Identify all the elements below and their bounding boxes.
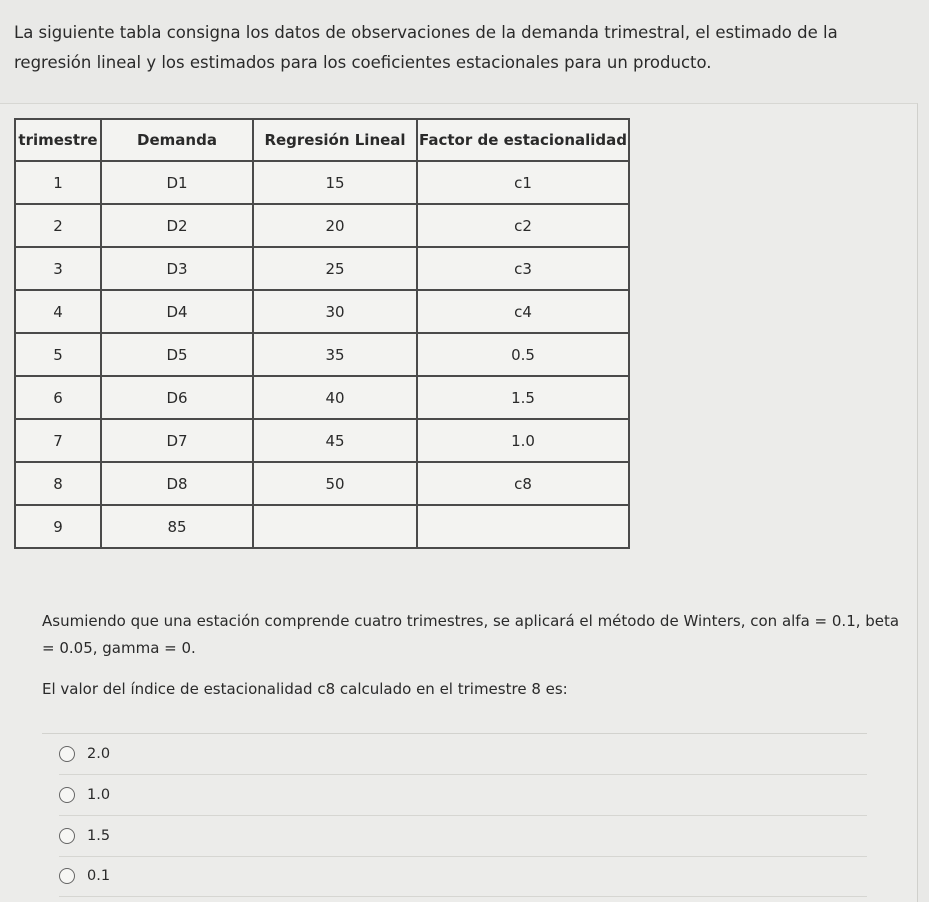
cell-regresion: 25 <box>253 247 417 290</box>
cell-regresion: 20 <box>253 204 417 247</box>
intro-text <box>14 18 920 78</box>
cell-trimestre: 7 <box>15 419 101 462</box>
cell-demanda: D8 <box>101 462 253 505</box>
cell-factor: c8 <box>417 462 629 505</box>
cell-regresion: 35 <box>253 333 417 376</box>
table-row <box>15 376 629 419</box>
cell-trimestre: 9 <box>15 505 101 548</box>
cell-trimestre: 6 <box>15 376 101 419</box>
option-1-0[interactable] <box>59 775 867 816</box>
cell-trimestre: 3 <box>15 247 101 290</box>
option-label: 1.0 <box>87 787 111 803</box>
table-row <box>15 505 629 548</box>
option-2-0[interactable] <box>59 734 867 775</box>
cell-demanda: D5 <box>101 333 253 376</box>
cell-factor: 0.5 <box>417 333 629 376</box>
radio-button[interactable] <box>59 868 75 884</box>
table-row <box>15 462 629 505</box>
cell-trimestre: 8 <box>15 462 101 505</box>
intro-line-1: La siguiente tabla consigna los datos de observaciones de la demanda trimestral, el estimado de la <box>14 23 838 42</box>
cell-trimestre: 4 <box>15 290 101 333</box>
cell-factor: c3 <box>417 247 629 290</box>
option-1-5[interactable] <box>59 816 867 857</box>
option-0-1[interactable] <box>59 856 867 897</box>
header-regresion: Regresión Lineal <box>253 119 417 161</box>
cell-factor <box>417 505 629 548</box>
cell-regresion: 40 <box>253 376 417 419</box>
header-trimestre: trimestre <box>15 119 101 161</box>
cell-factor: 1.5 <box>417 376 629 419</box>
cell-factor: c4 <box>417 290 629 333</box>
cell-regresion: 15 <box>253 161 417 204</box>
cell-factor: 1.0 <box>417 419 629 462</box>
header-demanda: Demanda <box>101 119 253 161</box>
intro-line-2: regresión lineal y los estimados para los coeficientes estacionales para un producto. <box>14 53 712 72</box>
cell-demanda: D1 <box>101 161 253 204</box>
table-row <box>15 419 629 462</box>
header-factor: Factor de estacionalidad <box>417 119 629 161</box>
option-label: 1.5 <box>87 828 111 844</box>
option-label: 2.0 <box>87 746 111 762</box>
cell-demanda: D6 <box>101 376 253 419</box>
radio-button[interactable] <box>59 787 75 803</box>
question-prompt: El valor del índice de estacionalidad c8 calculado en el trimestre 8 es: <box>42 680 568 698</box>
cell-demanda: D2 <box>101 204 253 247</box>
cell-factor: c2 <box>417 204 629 247</box>
table-row <box>15 333 629 376</box>
cell-regresion: 50 <box>253 462 417 505</box>
cell-regresion: 30 <box>253 290 417 333</box>
radio-button[interactable] <box>59 746 75 762</box>
radio-button[interactable] <box>59 828 75 844</box>
table-row <box>15 161 629 204</box>
question-assumption: Asumiendo que una estación comprende cuatro trimestres, se aplicará el método de Winters, con alfa = 0.1, beta = 0.05, gamma = 0. <box>42 612 900 657</box>
cell-trimestre: 5 <box>15 333 101 376</box>
table-row <box>15 204 629 247</box>
cell-demanda: 85 <box>101 505 253 548</box>
table-row <box>15 247 629 290</box>
cell-demanda: D4 <box>101 290 253 333</box>
cell-trimestre: 1 <box>15 161 101 204</box>
option-label: 0.1 <box>87 868 111 884</box>
cell-regresion: 45 <box>253 419 417 462</box>
cell-demanda: D3 <box>101 247 253 290</box>
cell-regresion <box>253 505 417 548</box>
data-table <box>14 118 630 549</box>
table-header-row <box>15 119 629 161</box>
cell-factor: c1 <box>417 161 629 204</box>
cell-demanda: D7 <box>101 419 253 462</box>
cell-trimestre: 2 <box>15 204 101 247</box>
table-row <box>15 290 629 333</box>
